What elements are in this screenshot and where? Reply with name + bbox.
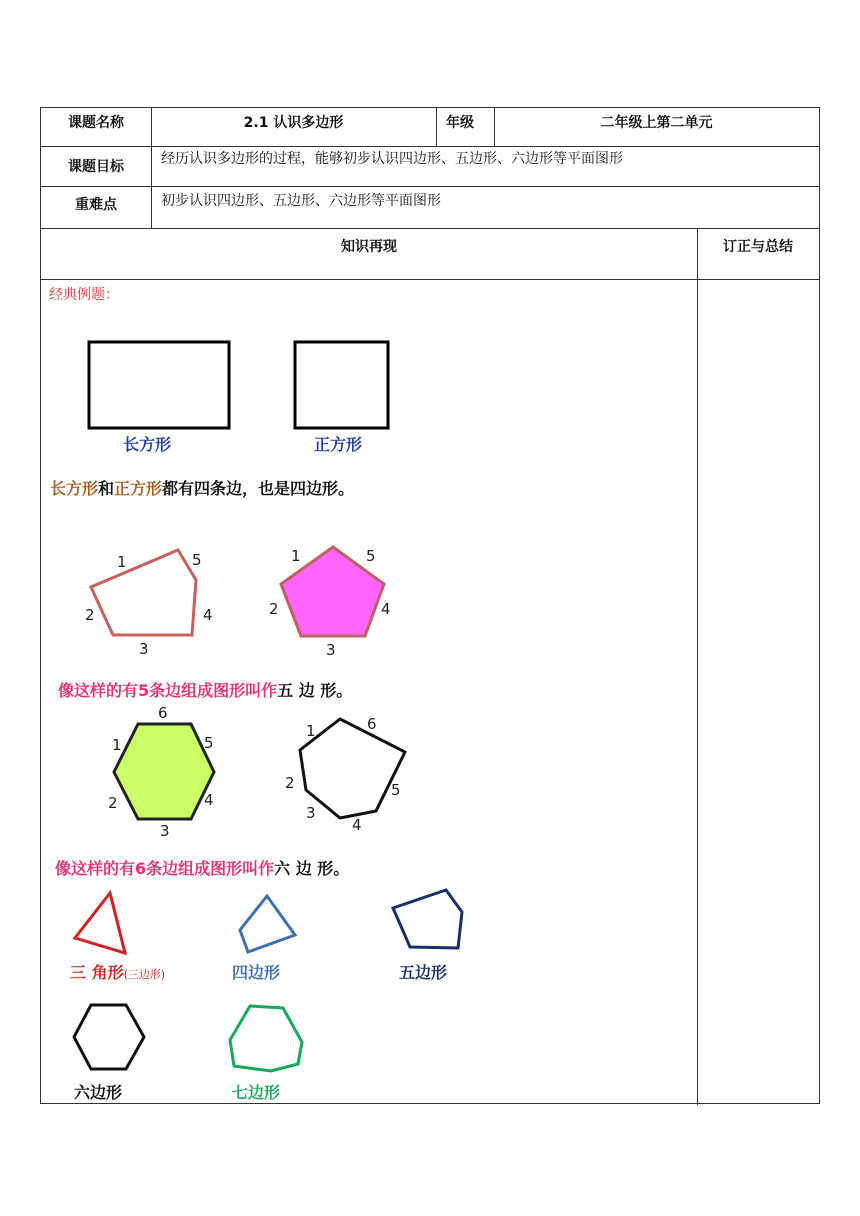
pentagon-label: 五边形: [399, 963, 448, 982]
pentagon-sentence-b: 五 边 形。: [277, 681, 353, 700]
grade-value: 二年级上第二单元: [600, 115, 713, 131]
rectangle-label: 长方形: [123, 435, 172, 454]
sentence-rest: 都有四条边，也是四边形。: [162, 479, 355, 498]
triangle-label-main: 三 角形: [70, 963, 124, 982]
quadrilateral-label: 四边形: [232, 963, 281, 982]
edge-number: 6: [367, 715, 377, 733]
key-label: 重难点: [75, 197, 117, 213]
edge-number: 2: [108, 794, 118, 812]
edge-number: 5: [192, 551, 202, 569]
sentence-square: 正方形: [114, 479, 163, 498]
edge-number: 4: [203, 606, 213, 624]
edge-number: 2: [269, 600, 279, 618]
triangle-label: [70, 960, 165, 983]
hexagon-sentence: [55, 856, 349, 879]
pentagon-sentence: [58, 678, 352, 701]
edge-number: 1: [112, 736, 122, 754]
square-label: 正方形: [314, 435, 363, 454]
grade-label: 年级: [446, 115, 474, 131]
hexagon-sentence-b: 六 边 形。: [274, 859, 350, 878]
quadrilateral-shape: [240, 896, 295, 952]
pentagon-shape: [393, 890, 462, 948]
edge-number: 4: [352, 816, 362, 834]
edge-number: 5: [366, 547, 376, 565]
goal-text: 经历认识多边形的过程，能够初步认识四边形、五边形、六边形等平面图形: [161, 151, 623, 167]
edge-number: 5: [204, 734, 214, 752]
pentagon-sentence-a: 像这样的有5条边组成图形叫作: [58, 681, 278, 700]
irregular-pentagon-shape: [91, 550, 196, 635]
edge-number: 3: [139, 640, 149, 658]
edge-number: 4: [204, 791, 214, 809]
sentence-and: 和: [98, 479, 115, 498]
example-title: 经典例题：: [49, 287, 119, 303]
edge-number: 3: [326, 641, 336, 659]
edge-number: 4: [381, 600, 391, 618]
hexagon-sentence-a: 像这样的有6条边组成图形叫作: [55, 859, 275, 878]
edge-number: 1: [117, 553, 127, 571]
rectangle-shape: [89, 342, 229, 428]
edge-number: 5: [391, 781, 401, 799]
knowledge-header: 知识再现: [341, 239, 397, 255]
goal-label: 课题目标: [68, 159, 124, 175]
edge-number: 1: [306, 722, 316, 740]
lesson-name-label: 课题名称: [68, 115, 124, 131]
square-shape: [295, 342, 388, 428]
sentence-rect: 长方形: [50, 479, 99, 498]
edge-number: 2: [85, 606, 95, 624]
irregular-hexagon-shape: [300, 719, 405, 818]
edge-number: 3: [306, 804, 316, 822]
hexagon-label: 六边形: [74, 1083, 123, 1102]
heptagon-label: 七边形: [232, 1083, 281, 1102]
edge-number: 3: [160, 822, 170, 840]
correction-header: 订正与总结: [723, 239, 793, 255]
hexagon-shape: [74, 1005, 144, 1069]
lesson-name: 2.1 认识多边形: [243, 115, 344, 131]
regular-hexagon-shape: [114, 724, 214, 819]
quad-sentence: [50, 476, 354, 499]
triangle-label-sub: (三边形): [123, 968, 166, 981]
key-text: 初步认识四边形、五边形、六边形等平面图形: [161, 193, 441, 209]
edge-number: 6: [158, 704, 168, 722]
triangle-shape: [75, 893, 125, 953]
edge-number: 1: [291, 547, 301, 565]
edge-number: 2: [285, 774, 295, 792]
heptagon-shape: [230, 1006, 302, 1071]
